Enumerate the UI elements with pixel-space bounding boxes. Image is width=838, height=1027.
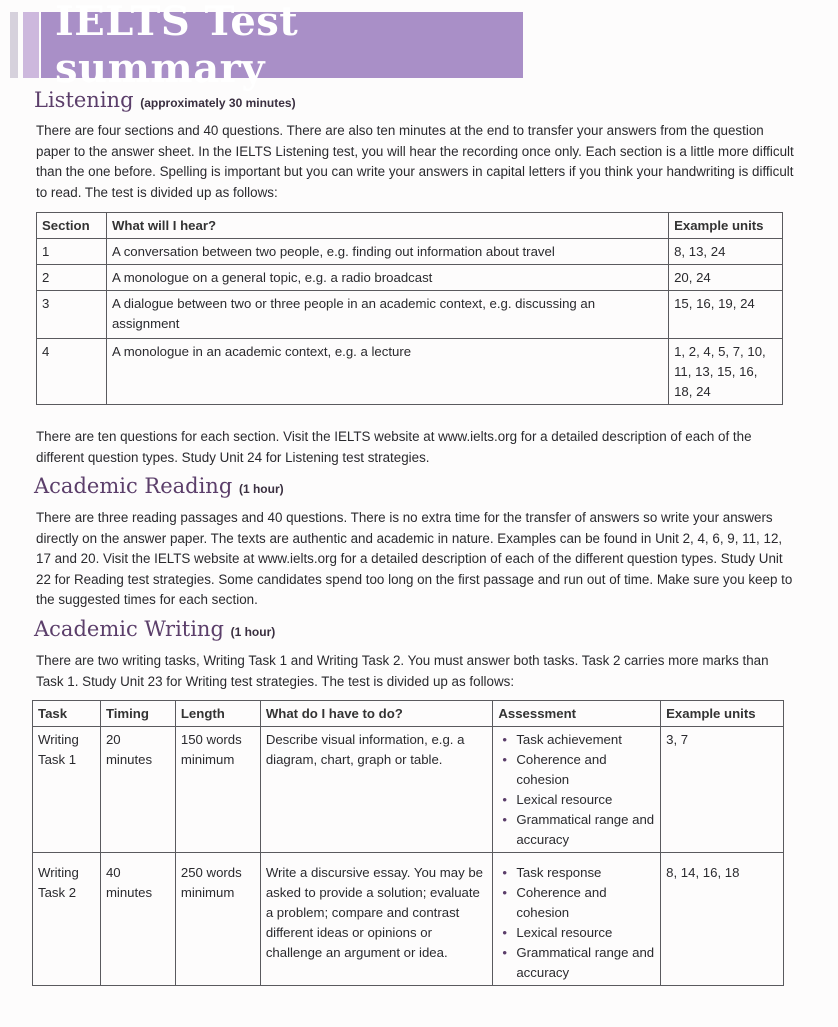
title-stripe-mid: [23, 12, 39, 78]
col-header-assessment: Assessment: [493, 701, 661, 727]
writing-table: [32, 700, 784, 986]
table-row: [37, 239, 783, 265]
assessment-list: [498, 863, 655, 983]
assessment-item: • Coherence and cohesion: [498, 750, 655, 790]
table-header-row: [37, 213, 783, 239]
assessment-list: [498, 730, 655, 850]
col-header-section: Section: [37, 213, 107, 239]
cell-units: 8, 14, 16, 18: [661, 853, 784, 986]
reading-heading: [34, 474, 284, 498]
reading-duration: (1 hour): [238, 482, 284, 496]
page-title: IELTS Test summary: [55, 0, 299, 92]
table-row: [37, 339, 783, 405]
writing-heading-text: Academic Writing: [34, 617, 224, 641]
cell-description: A monologue in an academic context, e.g. a lecture: [106, 339, 668, 405]
cell-section: 1: [37, 239, 107, 265]
writing-heading: [34, 617, 275, 641]
assessment-item: • Lexical resource: [498, 790, 655, 810]
listening-outro: There are ten questions for each section. Visit the IELTS website at www.ielts.org for a detailed description of each of the different question types. Study Unit 24 for Listening test strategies.: [36, 429, 752, 465]
cell-section: 3: [37, 291, 107, 339]
cell-units: 1, 2, 4, 5, 7, 10, 11, 13, 15, 16, 18, 24: [669, 339, 783, 405]
cell-task: Writing Task 2: [33, 853, 101, 986]
cell-description: A dialogue between two or three people in an academic context, e.g. discussing an assignment: [106, 291, 668, 339]
table-row: [37, 265, 783, 291]
assessment-item: • Grammatical range and accuracy: [498, 943, 655, 983]
reading-body: There are three reading passages and 40 questions. There is no extra time for the transfer of answers so write your answers directly on the answer paper. The texts are authentic and academic in nature. Examples can be found in Unit 2, 4, 6, 9, 11, 12, 17 and 20. Visit the IELTS website at www.ielts.org for a detailed description of each of the different question types. Study Unit 22 for Reading test strategies. Some candidates spend too long on the first passage and run out of time. Make sure you keep to the suggested times for each section.: [36, 510, 793, 607]
cell-length: 250 words minimum: [175, 853, 260, 986]
cell-timing: 40 minutes: [100, 853, 175, 986]
cell-task: Writing Task 1: [33, 727, 101, 853]
writing-intro: There are two writing tasks, Writing Task 1 and Writing Task 2. You must answer both tasks. Task 2 carries more marks than Task 1. Study Unit 23 for Writing test strategies. The test is divided up as follows:: [36, 653, 769, 689]
table-row: [37, 291, 783, 339]
cell-section: 4: [37, 339, 107, 405]
cell-units: 3, 7: [661, 727, 784, 853]
cell-units: 8, 13, 24: [669, 239, 783, 265]
listening-table: [36, 212, 783, 405]
cell-section: 2: [37, 265, 107, 291]
cell-description: A conversation between two people, e.g. finding out information about travel: [106, 239, 668, 265]
cell-description: Write a discursive essay. You may be asked to provide a solution; evaluate a problem; compare and contrast different ideas or opinions or challenge an argument or idea.: [260, 853, 493, 986]
col-header-task: Task: [33, 701, 101, 727]
cell-units: 20, 24: [669, 265, 783, 291]
cell-timing: 20 minutes: [100, 727, 175, 853]
reading-heading-text: Academic Reading: [34, 474, 233, 498]
col-header-timing: Timing: [100, 701, 175, 727]
col-header-what-will-i-hear: What will I hear?: [106, 213, 668, 239]
writing-duration: (1 hour): [230, 625, 276, 639]
cell-units: 15, 16, 19, 24: [669, 291, 783, 339]
title-stripe-light: [10, 12, 18, 78]
listening-heading: [34, 88, 296, 112]
assessment-item: • Coherence and cohesion: [498, 883, 655, 923]
col-header-example-units: Example units: [661, 701, 784, 727]
listening-intro: There are four sections and 40 questions. There are also ten minutes at the end to transfer your answers from the question paper to the answer sheet. In the IELTS Listening test, you will hear the recording once only. Each section is a little more difficult than the one before. Spelling is important but you can write your answers in capital letters if you think your handwriting is difficult to read. The test is divided up as follows:: [36, 123, 794, 200]
col-header-example-units: Example units: [669, 213, 783, 239]
listening-heading-text: Listening: [34, 88, 134, 112]
cell-assessment: [493, 853, 661, 986]
cell-description: A monologue on a general topic, e.g. a radio broadcast: [106, 265, 668, 291]
table-header-row: [33, 701, 784, 727]
assessment-item: • Task response: [498, 863, 655, 883]
cell-assessment: [493, 727, 661, 853]
assessment-item: • Grammatical range and accuracy: [498, 810, 655, 850]
col-header-length: Length: [175, 701, 260, 727]
listening-duration: (approximately 30 minutes): [140, 96, 296, 110]
cell-description: Describe visual information, e.g. a diagram, chart, graph or table.: [260, 727, 493, 853]
col-header-what-do-i-have-to-do: What do I have to do?: [260, 701, 493, 727]
assessment-item: • Lexical resource: [498, 923, 655, 943]
table-row: [33, 727, 784, 853]
cell-length: 150 words minimum: [175, 727, 260, 853]
title-box: [41, 0, 523, 92]
assessment-item: • Task achievement: [498, 730, 655, 750]
title-banner: [10, 0, 523, 92]
table-row: [33, 853, 784, 986]
